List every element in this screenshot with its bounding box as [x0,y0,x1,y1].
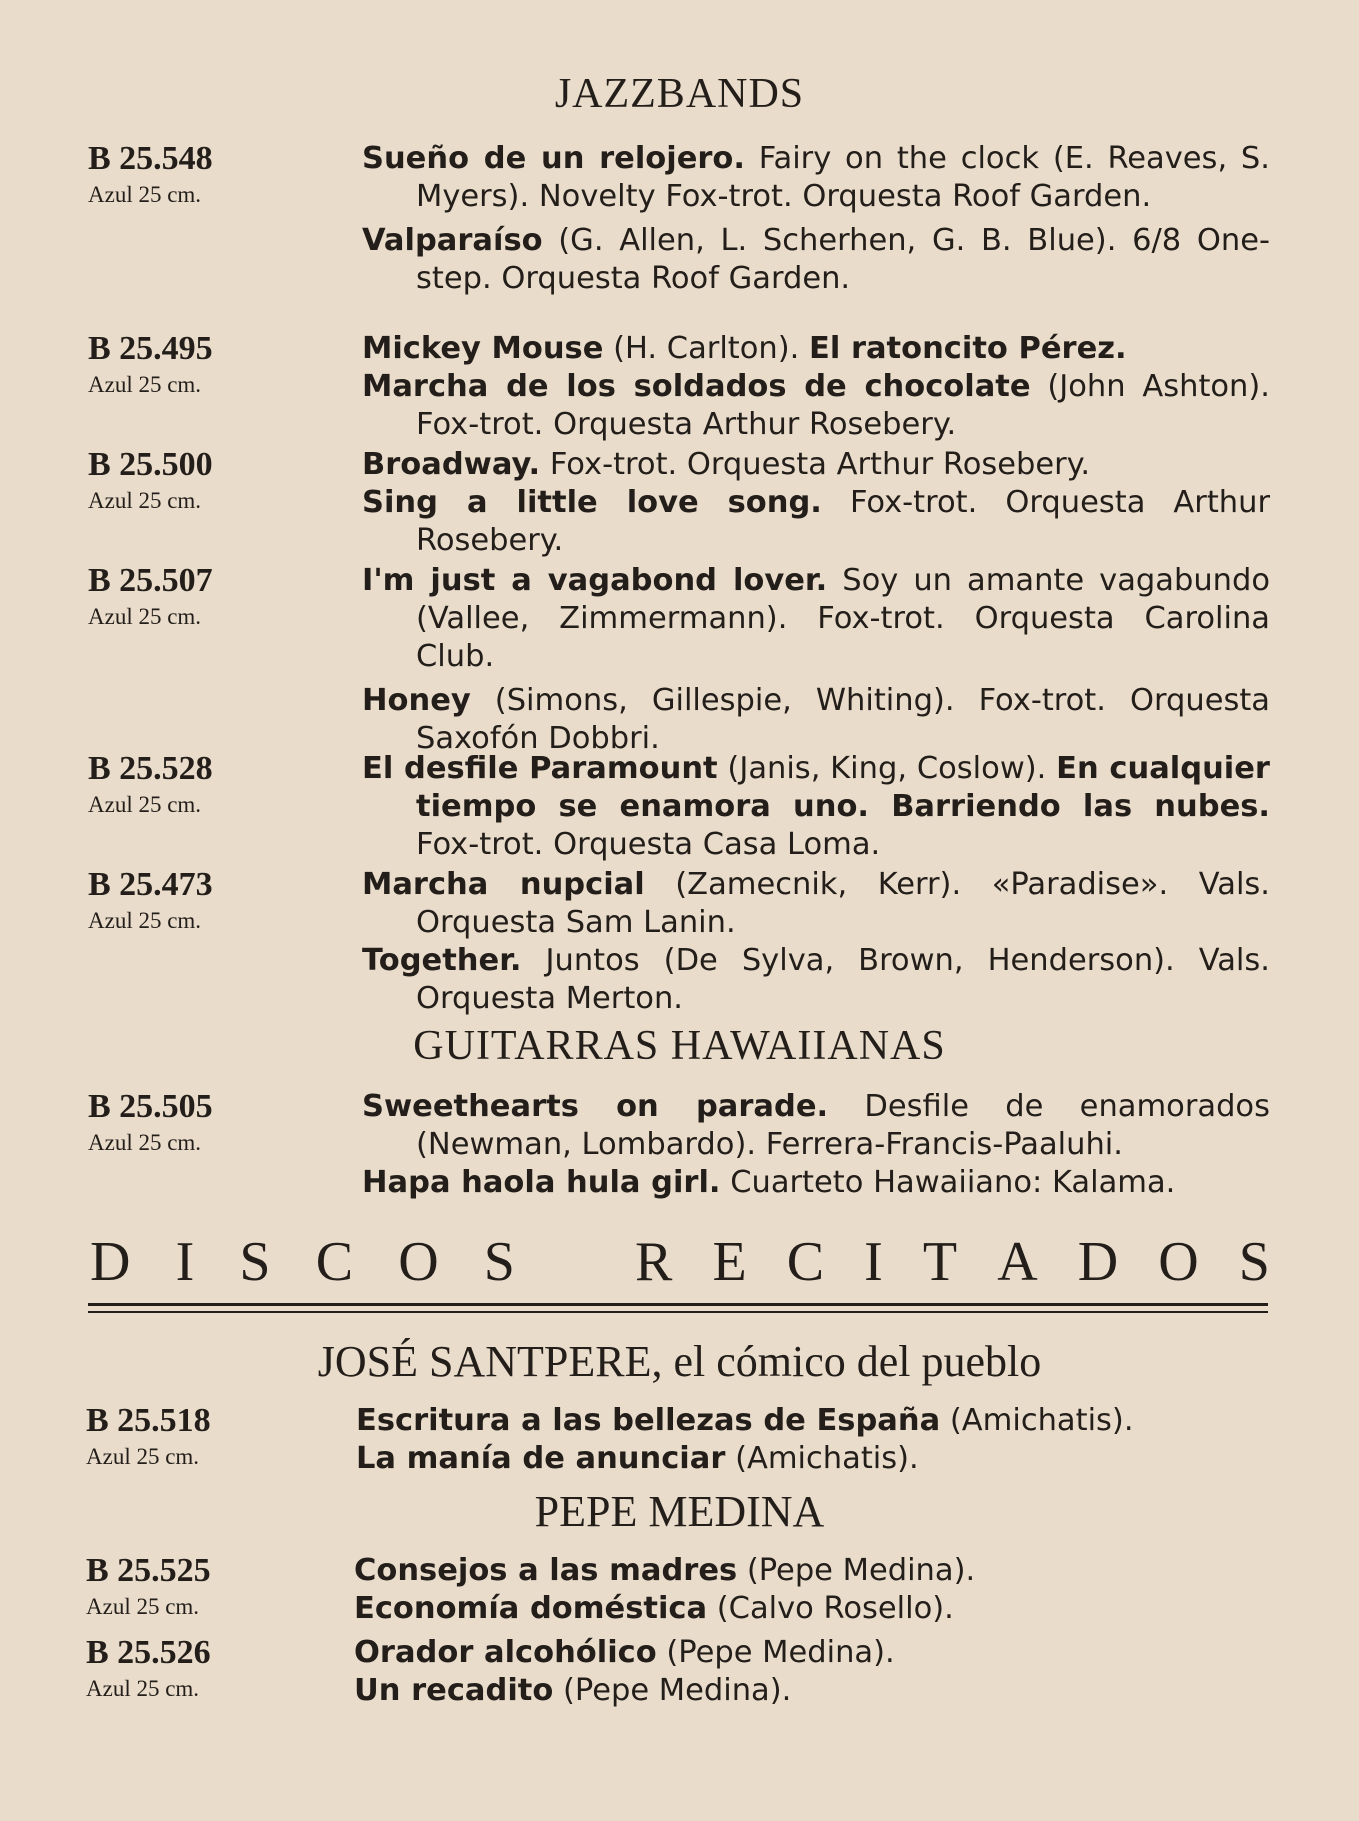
section-title-guitarras-hawaiianas: GUITARRAS HAWAIIANAS [413,1023,946,1069]
catalog-id [88,866,308,936]
song-details: (John Ashton). Fox-trot. Orquesta Arthur Rosebery. [416,369,1270,442]
song-title: Together. [362,943,522,978]
song-list [362,562,1270,758]
song-details: (Calvo Rosello). [707,1591,954,1626]
subtitle-jose-santpere: JOSÉ SANTPERE, el cómico del pueblo [317,1337,1042,1386]
song-details: (Amichatis). [725,1441,919,1476]
song-title: Orador alcohólico [354,1635,657,1670]
song-details: (Pepe Medina). [656,1635,895,1670]
heading-letter: I [175,1231,195,1293]
catalog-number: B 25.518 [86,1402,211,1439]
song-title: Broadway. [362,447,541,482]
song-item [362,942,1270,1018]
song-details: (Pepe Medina). [737,1553,976,1588]
song-title: Sweethearts on parade. [362,1089,829,1124]
disc-label: Azul 25 cm. [86,1594,200,1619]
song-details: Fox-trot. Orquesta Arthur Rosebery. [416,485,1270,558]
song-list [356,1402,1264,1478]
catalog-id [88,446,308,516]
song-details: Fox-trot. Orquesta Arthur Rosebery. [540,447,1091,482]
song-list [362,140,1270,298]
song-item [354,1590,1262,1628]
song-title: Hapa haola hula girl. [362,1165,721,1200]
subtitle-pepe-medina: PEPE MEDINA [534,1487,825,1536]
song-title: El desfile Paramount [362,751,718,786]
song-item [362,222,1270,298]
song-list [362,750,1270,864]
song-title: Marcha de los soldados de chocolate [362,369,1031,404]
song-item [362,1164,1270,1202]
heading-letter: C [786,1231,825,1293]
song-details: (G. Allen, L. Scherhen, G. B. Blue). 6/8 One-step. Orquesta Roof Garden. [416,223,1270,296]
disc-label: Azul 25 cm. [88,1130,202,1155]
heading-word-discos [90,1230,515,1294]
song-title: Honey [362,683,471,718]
heading-letter: I [864,1231,883,1293]
disc-label: Azul 25 cm. [88,792,202,817]
disc-label: Azul 25 cm. [88,372,202,397]
song-title: Un recadito [354,1673,554,1708]
song-item [362,1088,1270,1164]
song-item [362,750,1270,864]
song-item [356,1440,1264,1478]
catalog-number: B 25.548 [88,140,213,177]
heading-letter: T [922,1231,958,1293]
song-details: Soy un amante vagabundo (Vallee, Zimmermann). Fox-trot. Orquesta Carolina Club. [416,563,1270,674]
catalog-id [88,330,308,400]
song-details: Fairy on the clock (E. Reaves, S. Myers). Novelty Fox-trot. Orquesta Roof Garden. [416,141,1270,214]
section-title-jazzbands: JAZZBANDS [554,71,805,117]
song-item [356,1402,1264,1440]
discos-recitados-heading [90,1230,1270,1294]
disc-label: Azul 25 cm. [86,1444,200,1469]
heading-letter: S [239,1231,271,1293]
catalog-number: B 25.495 [88,330,213,367]
song-details: (Simons, Gillespie, Whiting). Fox-trot. Orquesta Saxofón Dobbri. [416,683,1270,756]
song-details: (Zamecnik, Kerr). «Paradise». Vals. Orquesta Sam Lanin. [416,867,1270,940]
song-details: (Amichatis). [940,1403,1134,1438]
song-details: (H. Carlton). [603,331,810,366]
song-title: Mickey Mouse [362,331,604,366]
song-details-extra: Fox-trot. Orquesta Casa Loma. [416,827,881,862]
song-list [362,446,1270,560]
catalog-id [88,750,308,820]
song-title-translation: El ratoncito Pérez. [809,331,1127,366]
catalog-number: B 25.528 [88,750,213,787]
song-item [362,368,1270,444]
song-title: Escritura a las bellezas de España [356,1403,941,1438]
catalog-number: B 25.526 [86,1634,211,1671]
heading-letter: S [483,1231,515,1293]
song-item [362,562,1270,676]
song-list [354,1552,1262,1628]
catalog-id [86,1402,306,1472]
disc-label: Azul 25 cm. [88,182,202,207]
song-list [362,330,1270,444]
song-list [362,1088,1270,1202]
catalog-number: B 25.505 [88,1088,213,1125]
song-item [362,140,1270,216]
song-list [354,1634,1262,1710]
heading-letter: E [712,1231,747,1293]
double-rule-top [88,1303,1268,1306]
song-title: Consejos a las madres [354,1553,738,1588]
double-rule-bottom [88,1311,1268,1313]
song-title-extra: En cualquier tiempo se enamora uno. Barriendo las nubes. [416,751,1270,824]
song-item [354,1634,1262,1672]
heading-letter: S [1238,1231,1270,1293]
song-list [362,866,1270,1018]
heading-letter: D [1077,1231,1119,1293]
song-details: (Pepe Medina). [553,1673,792,1708]
heading-word-recitados [635,1230,1270,1294]
disc-label: Azul 25 cm. [88,604,202,629]
song-details: Cuarteto Hawaiiano: Kalama. [720,1165,1176,1200]
catalog-number: B 25.473 [88,866,213,903]
disc-label: Azul 25 cm. [86,1676,200,1701]
catalog-id [86,1552,306,1622]
song-item [362,446,1270,484]
song-item [362,330,1270,368]
song-item [362,682,1270,758]
song-title: Valparaíso [362,223,543,258]
song-details: Desfile de enamorados (Newman, Lombardo). Ferrera-Francis-Paaluhi. [416,1089,1270,1162]
heading-letter: A [997,1231,1038,1293]
catalog-id [88,1088,308,1158]
song-title: Marcha nupcial [362,867,645,902]
song-title: Sueño de un relojero. [362,141,745,176]
heading-letter: O [398,1231,439,1293]
song-item [354,1552,1262,1590]
song-title: I'm just a vagabond lover. [362,563,828,598]
disc-label: Azul 25 cm. [88,488,202,513]
heading-letter: R [635,1231,673,1293]
song-title: Sing a little love song. [362,485,822,520]
heading-letter: O [1158,1231,1199,1293]
heading-letter: D [90,1231,131,1293]
catalog-id [88,140,308,210]
disc-label: Azul 25 cm. [88,908,202,933]
song-title: La manía de anunciar [356,1441,726,1476]
catalog-number: B 25.500 [88,446,213,483]
catalog-id [86,1634,306,1704]
catalog-number: B 25.507 [88,562,213,599]
song-details: Juntos (De Sylva, Brown, Henderson). Vals. Orquesta Merton. [416,943,1270,1016]
catalog-number: B 25.525 [86,1552,211,1589]
heading-letter: C [315,1231,354,1293]
song-details: (Janis, King, Coslow). [717,751,1057,786]
song-item [354,1672,1262,1710]
catalog-id [88,562,308,632]
song-item [362,484,1270,560]
song-item [362,866,1270,942]
song-title: Economía doméstica [354,1591,708,1626]
